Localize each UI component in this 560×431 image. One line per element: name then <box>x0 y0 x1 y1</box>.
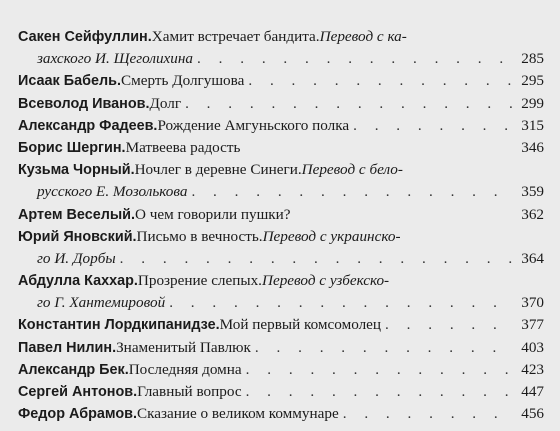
entry-author: Федор Абрамов. <box>18 406 137 423</box>
entry-author: Артем Веселый. <box>18 206 135 223</box>
entry-title: Смерть Долгушова <box>120 72 245 90</box>
leader-dots <box>248 70 512 92</box>
entry-translation-cont: русского Е. Мозолькова <box>37 183 188 201</box>
entry-author: Константин Лордкипанидзе. <box>18 317 220 334</box>
entry-page-number: 364 <box>521 249 544 267</box>
leader-dots <box>255 337 512 359</box>
entry-page-number: 362 <box>521 205 544 223</box>
toc-entry-line <box>18 359 544 381</box>
toc-entry-line <box>18 26 544 48</box>
toc-entry-line <box>18 93 544 115</box>
entry-page-number: 403 <box>521 338 544 356</box>
toc-entry <box>18 314 544 336</box>
toc-entry-continuation <box>18 48 544 70</box>
entry-translation: Перевод с узбекско- <box>261 272 390 290</box>
entry-page-number: 377 <box>521 316 544 334</box>
entry-author: Александр Бек. <box>18 361 129 378</box>
toc-entry <box>18 381 544 403</box>
leader-dots <box>197 48 512 70</box>
entry-title: Письмо в вечность. <box>136 227 263 245</box>
toc-entry <box>18 403 544 425</box>
entry-author: Исаак Бабель. <box>18 73 121 90</box>
entry-author: Сергей Антонов. <box>18 384 138 400</box>
toc-entry <box>18 70 544 92</box>
entry-translation-cont: го И. Дорбы <box>37 249 116 267</box>
leader-dots <box>246 359 512 381</box>
leader-dots <box>385 314 512 336</box>
entry-page-number: 447 <box>521 383 544 400</box>
entry-page-number: 359 <box>521 183 544 201</box>
toc-entry-line <box>18 403 544 425</box>
entry-title: О чем говорили пушки? <box>135 205 291 223</box>
leader-dots <box>343 403 512 425</box>
toc-entry-line <box>18 115 544 137</box>
toc-entry-line <box>18 137 544 159</box>
entry-author: Сакен Сейфуллин. <box>18 29 152 45</box>
entry-title: Сказание о великом коммунаре <box>136 405 339 423</box>
entry-author: Юрий Яновский. <box>18 228 137 245</box>
toc-entry <box>18 359 544 381</box>
toc-entry <box>18 26 544 70</box>
toc-entry-line <box>18 159 544 181</box>
entry-title: Матвеева радость <box>125 138 241 156</box>
toc-entry-line <box>18 337 544 359</box>
toc-entry-continuation <box>18 248 544 270</box>
entry-translation: Перевод с украинско- <box>262 227 401 245</box>
toc-entry-continuation <box>18 181 544 203</box>
entry-title: Хамит встречает бандита. <box>151 28 320 45</box>
toc-entry <box>18 226 544 270</box>
entry-page-number: 299 <box>521 94 544 112</box>
entry-author: Александр Фадеев. <box>18 117 158 134</box>
entry-page-number: 285 <box>521 50 544 68</box>
entry-title: Долг <box>149 94 182 112</box>
entry-title: Ночлег в деревне Синеги. <box>134 161 302 179</box>
entry-translation-cont: го Г. Хантемировой <box>37 294 166 312</box>
toc-entry-line <box>18 314 544 336</box>
toc-entry-line <box>18 381 544 403</box>
entry-title: Знаменитый Павлюк <box>116 338 251 356</box>
toc-entry <box>18 115 544 137</box>
entry-translation-cont: захского И. Щеголихина <box>37 50 194 68</box>
entry-title: Последняя домна <box>128 360 242 378</box>
entry-title: Главный вопрос <box>137 383 242 400</box>
entry-page-number: 295 <box>521 72 544 90</box>
leader-dots <box>120 248 512 270</box>
table-of-contents <box>18 26 544 425</box>
entry-author: Борис Шергин. <box>18 139 126 156</box>
toc-entry-line <box>18 204 544 226</box>
toc-entry <box>18 337 544 359</box>
entry-page-number: 370 <box>521 294 544 312</box>
leader-dots <box>353 115 512 137</box>
entry-title: Мой первый комсомолец <box>219 316 382 334</box>
toc-entry-line <box>18 270 544 292</box>
leader-dots <box>169 292 512 314</box>
toc-entry-line <box>18 70 544 92</box>
leader-dots <box>185 93 512 115</box>
entry-page-number: 346 <box>521 138 544 156</box>
leader-dots <box>246 381 512 403</box>
entry-author: Абдулла Каххар. <box>18 273 138 290</box>
entry-author: Всеволод Иванов. <box>18 95 150 112</box>
toc-entry <box>18 270 544 314</box>
entry-page-number: 315 <box>521 116 544 134</box>
entry-title: Прозрение слепых. <box>137 272 262 290</box>
entry-translation: Перевод с бело- <box>301 161 403 179</box>
entry-page-number: 456 <box>521 405 544 423</box>
toc-entry <box>18 137 544 159</box>
toc-entry <box>18 204 544 226</box>
entry-author: Кузьма Чорный. <box>18 162 135 179</box>
toc-entry <box>18 93 544 115</box>
leader-dots <box>191 181 512 203</box>
toc-entry-continuation <box>18 292 544 314</box>
entry-page-number: 423 <box>521 360 544 378</box>
entry-author: Павел Нилин. <box>18 339 117 356</box>
entry-translation: Перевод с ка- <box>319 28 407 45</box>
toc-entry <box>18 159 544 203</box>
toc-entry-line <box>18 226 544 248</box>
entry-title: Рождение Амгуньского полка <box>157 116 350 134</box>
